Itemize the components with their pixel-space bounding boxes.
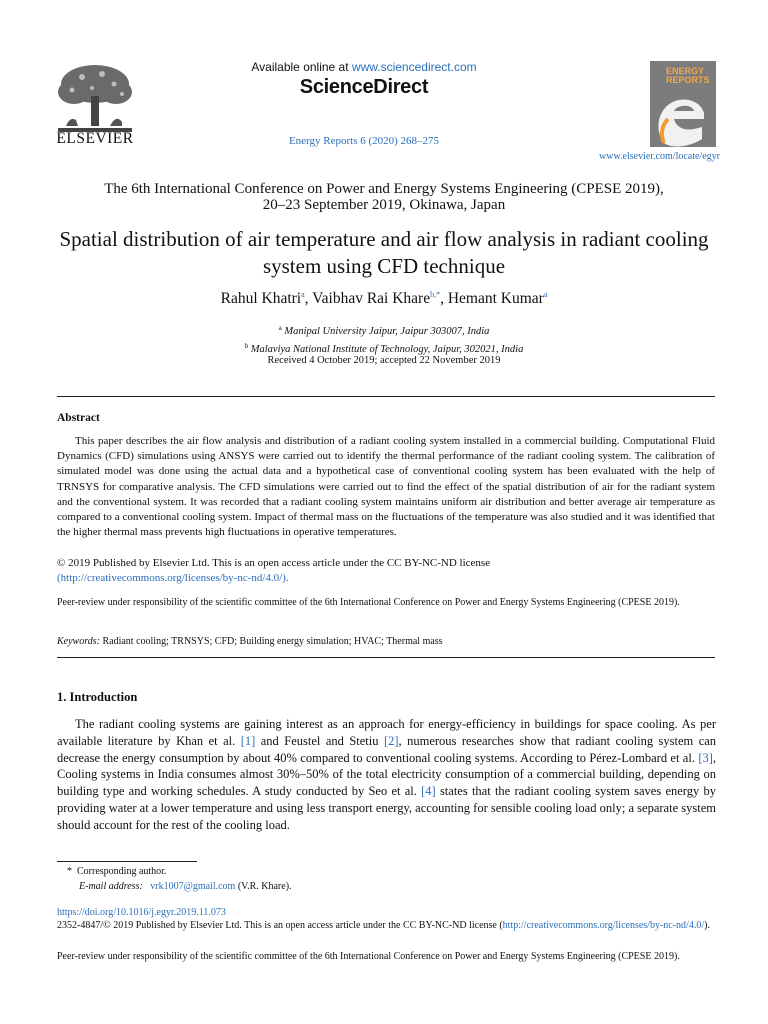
author-affiliation-mark[interactable]: a bbox=[301, 290, 305, 299]
paper-title: Spatial distribution of air temperature and air flow analysis in radiant cooling system using CFD technique bbox=[59, 227, 709, 278]
author-list: Rahul Khatri$^a$, Vaibhav Rai Khare$^{b,*}$, Hemant Kumar$^a$ bbox=[220, 290, 548, 307]
sciencedirect-link[interactable]: www.sciencedirect.com bbox=[351, 60, 477, 74]
peer-review-note: Peer-review under responsibility of the scientific committee of the 6th International Conference on Power and Energy Systems Engineering (CPESE 2019). bbox=[57, 597, 680, 608]
author-name[interactable]: Hemant Kumar bbox=[447, 290, 544, 307]
abstract-heading: Abstract bbox=[57, 412, 100, 424]
license-note: 2352-4847/© 2019 Published by Elsevier Ltd. This is an open access article under the CC BY-NC-ND license (http://creativecommons.org/licenses/by-nc-nd/4.0/). bbox=[57, 920, 710, 931]
affiliation-item: $^b$ Malaviya National Institute of Technology, Jaipur, 302021, India bbox=[244, 342, 524, 355]
email-note: E-mail address: vrk1007@gmail.com (V.R. Khare). bbox=[79, 881, 292, 892]
section-heading: 1. Introduction bbox=[57, 690, 138, 704]
publisher-name: ELSEVIER bbox=[56, 130, 134, 147]
conference-info bbox=[40, 181, 728, 213]
conference-line-2: 20–23 September 2019, Okinawa, Japan bbox=[262, 197, 506, 213]
abstract-copyright: © 2019 Published by Elsevier Ltd. This is an open access article under the CC BY-NC-ND license (http://creativecommons.org/licenses/by-nc-nd/4.0/). bbox=[57, 556, 715, 586]
conference-line-1: The 6th International Conference on Power and Energy Systems Engineering (CPESE 2019), bbox=[104, 181, 664, 197]
author-affiliation-mark[interactable]: a bbox=[543, 290, 548, 299]
peer-review-footnote: Peer-review under responsibility of the scientific committee of the 6th International Conference on Power and Energy Systems Engineering (CPESE 2019). bbox=[57, 951, 680, 962]
journal-homepage-link[interactable]: www.elsevier.com/locate/egyr bbox=[599, 151, 720, 162]
keywords-list: Radiant cooling; TRNSYS; CFD; Building energy simulation; HVAC; Thermal mass bbox=[102, 636, 443, 647]
abstract-text: This paper describes the air flow analysis and distribution of a radiant cooling system installed in a commercial building. Computational Fluid Dynamics (CFD) simulations using ANSYS were carried out to identify the thermal performance of the radiant cooling system. The calibration of simulated model was done using the actual data and a hypothetical case of conventional cooling system has been evaluated with the help of TRNSYS for comparative analysis. The CFD simulations were carried out to find the effect of the spatial distribution of air for the radiant system and the conventional system. It was recorded that a radiant cooling system maintains uniform air distribution and better average air temperature as compared to a conventional cooling system. Impact of thermal mass on the fluctuations of the temperature was also studied and it was identified that the higher thermal mass prevents high fluctuations in operative temperatures. bbox=[57, 435, 715, 539]
introduction-paragraph: The radiant cooling systems are gaining interest as an approach for energy-efficiency in buildings for space cooling. As per available literature by Khan et al. [1] and Feustel and Stetiu [2], numerous researches show that radiant cooling system can decrease the energy consumption by about 40% compared to conventional cooling systems. According to Pérez-Lombard et al. [3], Cooling systems in India consumes almost 30%–50% of the total electricity consumption of a commercial building, depending on building type and working schedules. A study conducted by Seo et al. [4] states that the radiant cooling system saves energy by providing water at a lower temperature and using less transport energy, accounting for sensible cooling load only; a separate system should account for the rest of the cooling load. bbox=[57, 717, 717, 832]
journal-cover bbox=[650, 61, 716, 147]
citation-link[interactable]: [4] bbox=[421, 784, 436, 799]
available-prefix: Available online at bbox=[251, 60, 352, 74]
received-dates: Received 4 October 2019; accepted 22 November 2019 bbox=[267, 355, 501, 366]
affiliations bbox=[40, 321, 728, 357]
keywords bbox=[57, 636, 715, 647]
author-name[interactable]: Vaibhav Rai Khare bbox=[312, 290, 431, 307]
author-name[interactable]: Rahul Khatri bbox=[220, 290, 302, 307]
keywords-label: Keywords: bbox=[57, 636, 100, 647]
citation-link[interactable]: [2] bbox=[383, 733, 399, 748]
journal-cover-title: ENERGY REPORTS bbox=[666, 66, 710, 85]
author-affiliation-mark[interactable]: b,* bbox=[430, 290, 441, 299]
license-link[interactable]: (http://creativecommons.org/licenses/by-nc-nd/4.0/). bbox=[57, 572, 289, 585]
journal-reference[interactable]: Energy Reports 6 (2020) 268–275 bbox=[288, 135, 440, 147]
divider bbox=[57, 396, 715, 397]
corresponding-author-note: * Corresponding author. bbox=[67, 866, 167, 877]
license-link[interactable]: http://creativecommons.org/licenses/by-nc-nd/4.0/ bbox=[502, 920, 705, 931]
sciencedirect-wordmark: ScienceDirect bbox=[299, 76, 429, 98]
doi-link[interactable]: https://doi.org/10.1016/j.egyr.2019.11.073 bbox=[57, 907, 226, 918]
email-link[interactable]: vrk1007@gmail.com bbox=[150, 881, 236, 892]
affiliation-item: $^a$ Manipal University Jaipur, Jaipur 303007, India bbox=[278, 324, 490, 337]
available-online bbox=[0, 60, 728, 74]
footnote-divider bbox=[57, 861, 197, 862]
citation-link[interactable]: [1] bbox=[240, 733, 256, 748]
divider bbox=[57, 657, 715, 658]
citation-link[interactable]: [3] bbox=[698, 750, 713, 765]
